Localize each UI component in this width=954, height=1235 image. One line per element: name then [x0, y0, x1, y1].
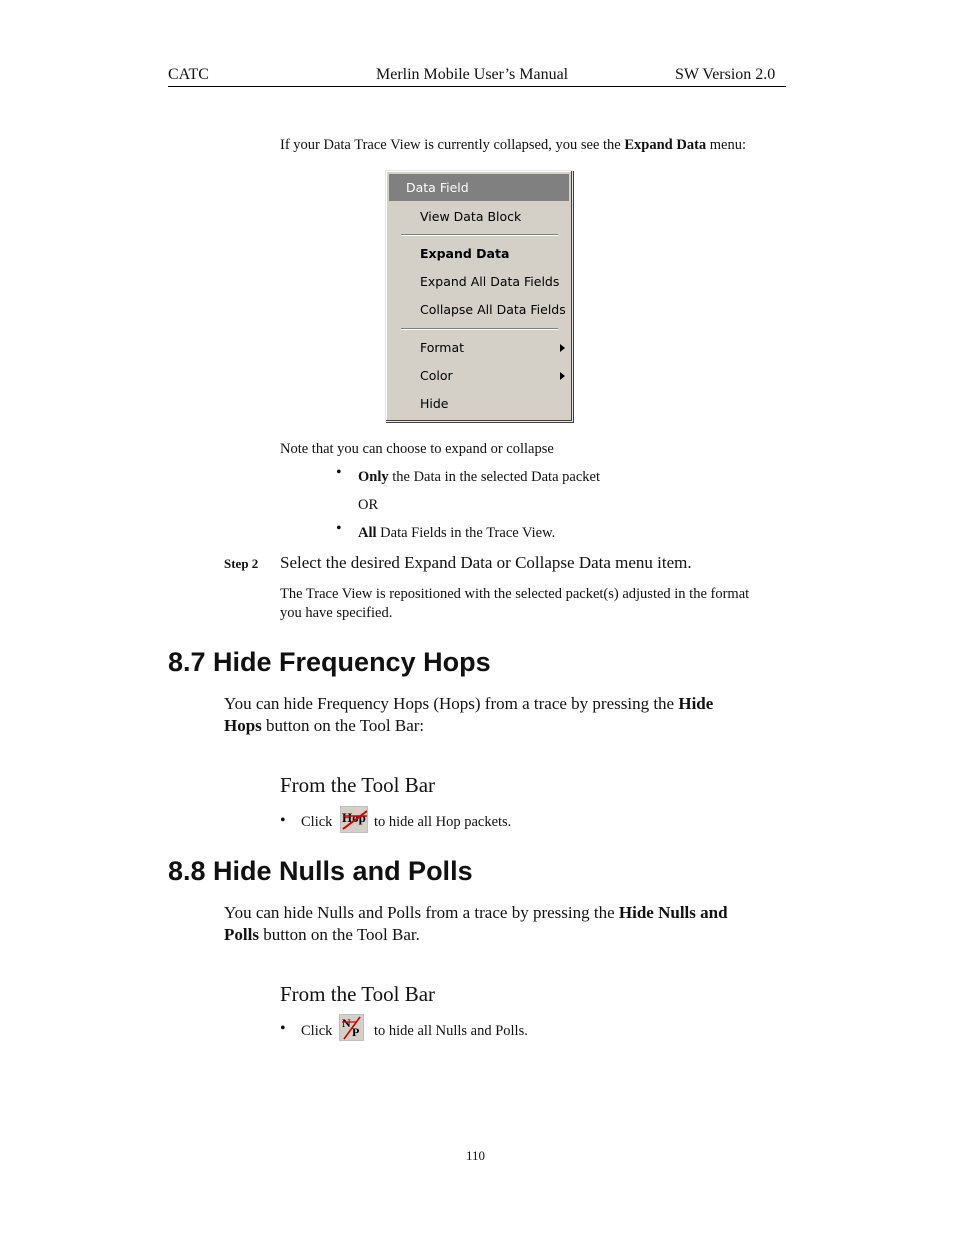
note-text: Note that you can choose to expand or collapse — [280, 441, 554, 457]
menu-separator — [401, 328, 558, 330]
expand-data-context-menu — [385, 170, 573, 422]
note-or: OR — [358, 497, 379, 513]
step-2-label: Step 2 — [224, 556, 259, 571]
section-8-8-subheading: From the Tool Bar — [280, 982, 436, 1006]
bullet-dot: • — [280, 1020, 286, 1037]
menu-item-format[interactable]: Format — [420, 340, 465, 355]
section-8-8-paragraph-line1: You can hide Nulls and Polls from a trace by pressing the Hide Nulls and — [224, 903, 728, 922]
menu-separator — [401, 234, 558, 236]
menu-item-expand-data[interactable]: Expand Data — [420, 246, 510, 261]
menu-item-view-data-block[interactable]: View Data Block — [420, 209, 522, 224]
hop-bullet-text: to hide all Hop packets. — [374, 814, 512, 830]
submenu-arrow-icon — [560, 372, 565, 380]
note-bullet-only: Only the Data in the selected Data packet — [358, 469, 600, 485]
section-8-7-paragraph-line1: You can hide Frequency Hops (Hops) from a trace by pressing the Hide — [224, 694, 714, 713]
note-bullet-all: All Data Fields in the Trace View. — [358, 525, 556, 541]
section-8-7-paragraph-line2: Hops button on the Tool Bar: — [224, 716, 425, 735]
np-bullet-click: Click — [301, 1023, 333, 1039]
np-bullet-text: to hide all Nulls and Polls. — [374, 1023, 528, 1039]
header-right: SW Version 2.0 — [675, 66, 776, 83]
bullet-dot: • — [280, 812, 286, 829]
step-2-desc-line2: you have specified. — [280, 605, 393, 621]
bullet-dot: • — [336, 520, 342, 537]
hop-icon-label: Hop — [342, 810, 366, 825]
section-8-7-subheading: From the Tool Bar — [280, 773, 436, 797]
section-8-7-heading: 8.7 Hide Frequency Hops — [168, 647, 491, 677]
submenu-arrow-icon — [560, 344, 565, 352]
nulls-polls-toolbar-icon[interactable] — [339, 1014, 364, 1041]
header-rule — [168, 86, 786, 87]
header-left: CATC — [168, 66, 209, 83]
np-icon-p: P — [352, 1025, 360, 1039]
hop-bullet-click: Click — [301, 814, 333, 830]
menu-item-expand-all-data-fields[interactable]: Expand All Data Fields — [420, 274, 560, 289]
np-icon-n: N — [342, 1016, 351, 1030]
hop-toolbar-icon[interactable] — [340, 806, 368, 833]
section-8-8-heading: 8.8 Hide Nulls and Polls — [168, 856, 473, 886]
header-center: Merlin Mobile User’s Manual — [376, 66, 569, 83]
intro-paragraph: If your Data Trace View is currently collapsed, you see the Expand Data menu: — [280, 137, 747, 153]
section-8-8-paragraph-line2: Polls button on the Tool Bar. — [224, 925, 420, 944]
bullet-dot: • — [336, 464, 342, 481]
menu-item-color[interactable]: Color — [420, 368, 453, 383]
menu-item-hide[interactable]: Hide — [420, 396, 449, 411]
step-2-text: Select the desired Expand Data or Collapse Data menu item. — [280, 553, 692, 572]
page-number: 110 — [466, 1148, 486, 1163]
menu-item-collapse-all-data-fields[interactable]: Collapse All Data Fields — [420, 302, 566, 317]
step-2-desc-line1: The Trace View is repositioned with the selected packet(s) adjusted in the format — [280, 586, 750, 602]
menu-title-data-field[interactable]: Data Field — [389, 174, 569, 201]
